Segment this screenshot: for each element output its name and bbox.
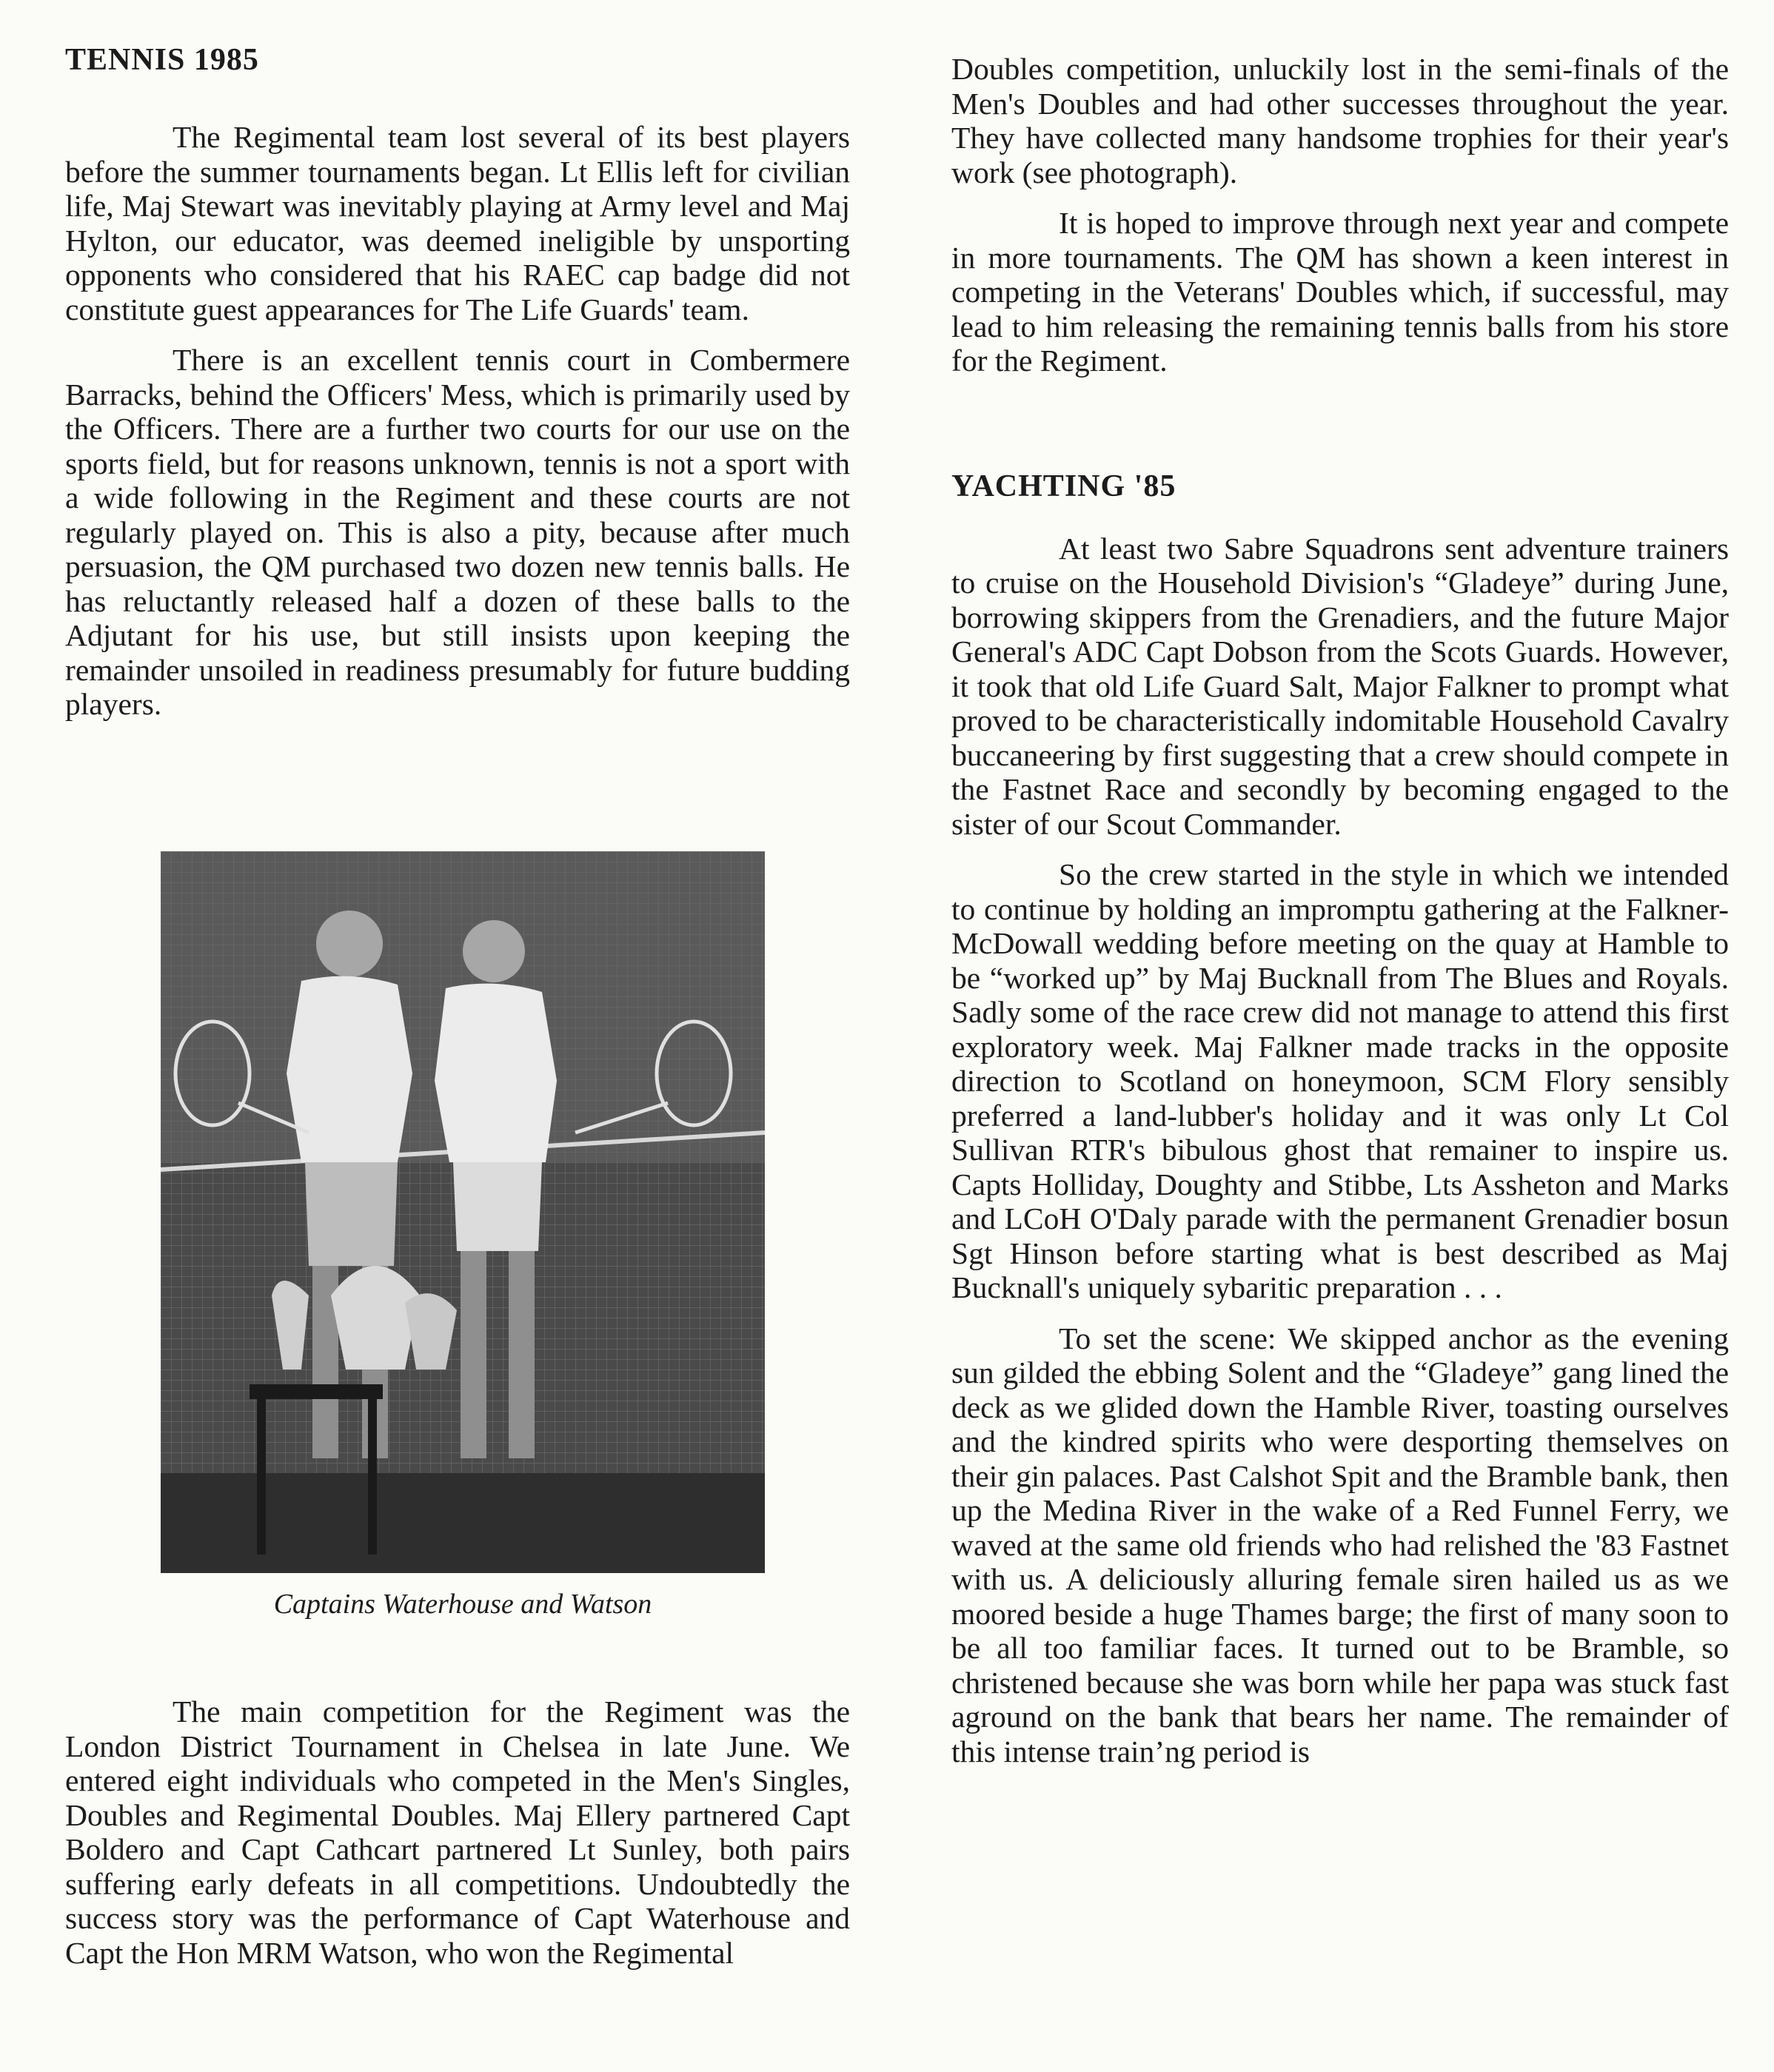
- yachting-paragraph-1: At least two Sabre Squadrons sent adventure trainers to cruise on the Household Division's “Gladeye” during June, borrowing skippers from the Grenadiers, and the future Major General's ADC Capt Dobson from the Scots Guards. However, it took that old Life Guard Salt, Major Falkner to prompt what proved to be characteristically indomitable Household Cavalry buccaneering by first suggesting that a crew should compete in the Fastnet Race and secondly by becoming engaged to the sister of our Scout Commander.: [951, 531, 1729, 841]
- tennis-players-image: [161, 851, 765, 1573]
- photo-caption: Captains Waterhouse and Watson: [273, 1589, 652, 1620]
- yachting-paragraph-3: To set the scene: We skipped anchor as the evening sun gilded the ebbing Solent and the “Gladeye” gang lined the deck as we glided down the Hamble River, toasting ourselves and the kindred spirits who were desporting themselves on their gin palaces. Past Calshot Spit and the Bramble bank, then up the Medina River in the wake of a Red Funnel Ferry, we waved at the same old friends who had relished the '83 Fastnet with us. A deliciously alluring female siren hailed us as we moored beside a huge Thames barge; the first of many soon to be all too familiar faces. It turned out to be Bramble, so christened because she was born while her papa was stuck fast aground on the bank that bears her name. The remainder of this intense train’ng period is: [951, 1321, 1729, 1768]
- left-column-bottom: [65, 1694, 850, 1970]
- tennis-paragraph-4: Doubles competition, unluckily lost in the semi-finals of the Men's Doubles and had other successes throughout the year. They have collected many handsome trophies for their year's work (see photograph).: [951, 52, 1729, 190]
- tennis-photo: [161, 851, 765, 1573]
- tennis-paragraph-1: The Regimental team lost several of its best players before the summer tournaments began. Lt Ellis left for civilian life, Maj Stewart was inevitably playing at Army level and Maj Hylton, our educator, was deemed ineligible by unsporting opponents who considered that his RAEC cap badge did not constitute guest appearances for The Life Guards' team.: [65, 120, 850, 326]
- yachting-heading: YACHTING '85: [951, 469, 1176, 503]
- tennis-paragraph-5: It is hoped to improve through next year and compete in more tournaments. The QM has shown a keen interest in competing in the Veterans' Doubles which, if successful, may lead to him releasing the remaining tennis balls from his store for the Regiment.: [951, 206, 1729, 378]
- tennis-heading: TENNIS 1985: [65, 43, 259, 77]
- right-column: [951, 52, 1729, 1768]
- left-column: [65, 44, 850, 722]
- yachting-paragraph-2: So the crew started in the style in which we intended to continue by holding an impromptu gathering at the Falkner-McDowall wedding before meeting on the quay at Hamble to be “worked up” by Maj Bucknall from The Blues and Royals. Sadly some of the race crew did not manage to attend this first exploratory week. Maj Falkner made tracks in the opposite direction to Scotland on honeymoon, SCM Flory sensibly preferred a land-lubber's holiday and it was only Lt Col Sullivan RTR's bibulous ghost that remainer to inspire us. Capts Holliday, Doughty and Stibbe, Lts Assheton and Marks and LCoH O'Daly parade with the permanent Grenadier bosun Sgt Hinson before starting what is best described as Maj Bucknall's uniquely sybaritic preparation . . .: [951, 857, 1729, 1304]
- tennis-paragraph-2: There is an excellent tennis court in Combermere Barracks, behind the Officers' Mess, which is primarily used by the Officers. There are a further two courts for our use on the sports field, but for reasons unknown, tennis is not a sport with a wide following in the Regiment and these courts are not regularly played on. This is also a pity, because after much persuasion, the QM purchased two dozen new tennis balls. He has reluctantly released half a dozen of these balls to the Adjutant for his use, but still insists upon keeping the remainder unsoiled in readiness presumably for future budding players.: [65, 343, 850, 721]
- tennis-paragraph-3: The main competition for the Regiment was the London District Tournament in Chelsea in late June. We entered eight individuals who competed in the Men's Singles, Doubles and Regimental Doubles. Maj Ellery partnered Capt Boldero and Capt Cathcart partnered Lt Sunley, both pairs suffering early defeats in all competitions. Undoubtedly the success story was the performance of Capt Waterhouse and Capt the Hon MRM Watson, who won the Regimental: [65, 1694, 850, 1970]
